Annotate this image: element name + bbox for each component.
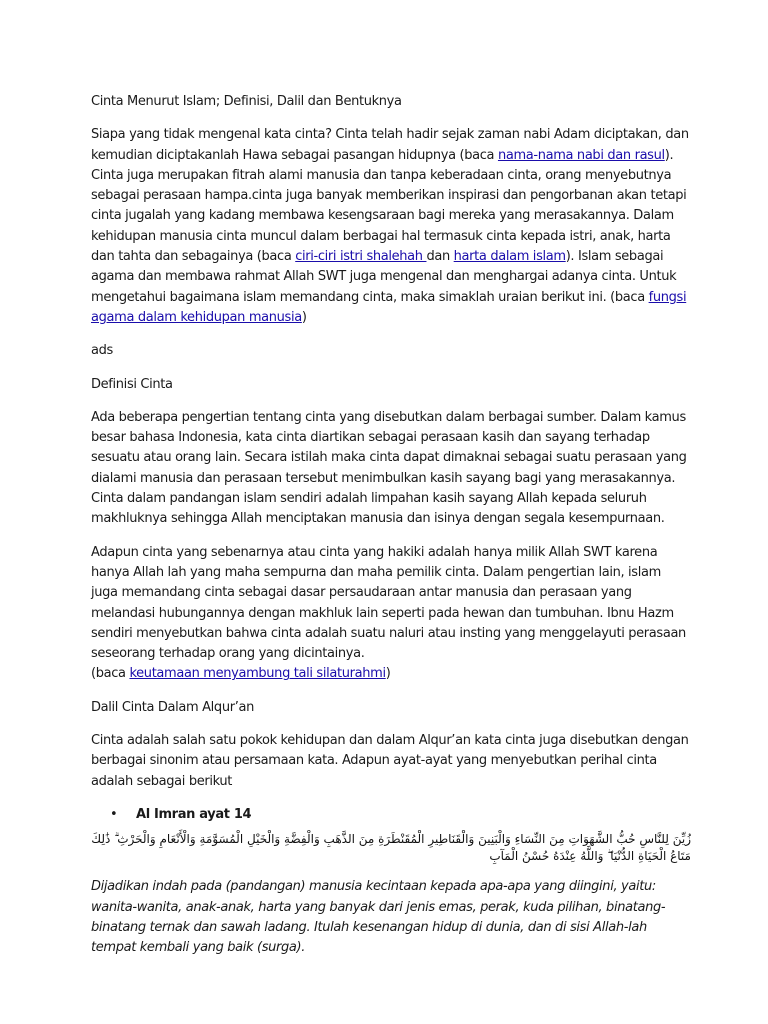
bullet-icon: • (110, 806, 118, 822)
intro-text-2: ). Cinta juga merupakan fitrah alami manusia dan tanpa keberadaan cinta, orang menyebutnya sebagai perasaan hampa.cinta juga banyak memberikan inspirasi dan pengorbanan akan tetapi cinta jugalah yang kadang membawa kesengsaraan bagi mereka yang merasakannya. Dalam kehidupan manusia cinta muncul dalam berbagai hal termasuk cinta kepada istri, anak, harta dan tahta dan sebagainya (baca (91, 147, 687, 265)
intro-paragraph (91, 125, 691, 328)
intro-text-4: ). Islam sebagai agama dan membawa rahmat Allah SWT juga mengenal dan menghargai adanya cinta. Untuk mengetahui bagaimana islam memandang cinta, maka simaklah uraian berikut ini. (baca (91, 249, 677, 305)
link-silaturahmi[interactable]: keutamaan menyambung tali silaturahmi (129, 666, 386, 682)
definisi-paragraph-2 (91, 543, 691, 685)
link-istri-shalehah[interactable]: ciri-ciri istri shalehah (295, 249, 427, 265)
link-harta-islam[interactable]: harta dalam islam (453, 249, 566, 265)
ayat-title: Al Imran ayat 14 (136, 806, 252, 822)
link-nabi-rasul[interactable]: nama-nama nabi dan rasul (497, 147, 665, 163)
definisi-paragraph-1: Ada beberapa pengertian tentang cinta yang disebutkan dalam berbagai sumber. Dalam kamus besar bahasa Indonesia, kata cinta diartikan sebagai perasaan kasih dan sayang terhadap sesuatu atau orang lain. Secara istilah maka cinta dapat dimaknai sebagai suatu perasaan yang dialami manusia dan perasaan tersebut menimbulkan kasih sayang bagi yang merasakannya. Cinta dalam pandangan islam sendiri adalah limpahan kasih sayang Allah kepada seluruh makhluknya sehingga Allah menciptakan manusia dan isinya dengan segala kesempurnaan. (91, 409, 687, 527)
article-body (91, 92, 691, 971)
section-heading-definisi: Definisi Cinta (91, 376, 173, 392)
dalil-paragraph: Cinta adalah salah satu pokok kehidupan dan dalam Alqur’an kata cinta juga disebutkan dengan berbagai sinonim atau persamaan kata. Adapun ayat-ayat yang menyebutkan perihal cinta adalah sebagai berikut (91, 733, 689, 789)
bullet-item-al-imran (91, 805, 691, 825)
baca-suffix: ) (385, 666, 391, 682)
definisi-text-2: Adapun cinta yang sebenarnya atau cinta yang hakiki adalah hanya milik Allah SWT karena hanya Allah lah yang maha sempurna dan maha pemilik cinta. Dalam pengertian lain, islam juga memandang cinta sebagai dasar persaudaraan antar manusia dan perasaan yang melandasi hubungannya dengan makhluk lain seperti pada hewan dan tumbuhan. Ibnu Hazm sendiri menyebutkan bahwa cinta adalah suatu naluri atau insting yang menggelayuti perasaan seseorang terhadap orang yang dicintainya. (91, 544, 686, 662)
intro-text-3: dan (426, 249, 454, 265)
intro-text-1: Siapa yang tidak mengenal kata cinta? Cinta telah hadir sejak zaman nabi Adam diciptakan, dan kemudian diciptakanlah Hawa sebagai pasangan hidupnya (baca (91, 127, 689, 163)
article-title: Cinta Menurut Islam; Definisi, Dalil dan Bentuknya (91, 94, 402, 109)
ads-label: ads (91, 343, 113, 359)
link-fungsi-agama[interactable]: fungsi agama dalam kehidupan manusia (91, 289, 687, 325)
intro-text-5: ) (301, 309, 307, 325)
arabic-verse: زُيِّنَ لِلنَّاسِ حُبُّ الشَّهَوَاتِ مِنَ النِّسَاءِ وَالْبَنِينَ وَالْقَنَاطِيرِ الْمُقَنْطَرَةِ مِنَ الذَّهَبِ وَالْفِضَّةِ وَالْخَيْلِ الْمُسَوَّمَةِ وَالْأَنْعَامِ وَالْحَرْثِ ۗ ذَٰلِكَ مَتَاعُ الْحَيَاةِ الدُّنْيَا ۖ وَاللَّهُ عِنْدَهُ حُسْنُ الْمَآبِ (91, 832, 691, 864)
verse-translation: Dijadikan indah pada (pandangan) manusia kecintaan kepada apa-apa yang diingini, yaitu: wanita-wanita, anak-anak, harta yang banyak dari jenis emas, perak, kuda pilihan, binatang-binatang ternak dan sawah ladang. Itulah kesenangan hidup di dunia, dan di sisi Allah-lah tempat kembali yang baik (surga). (91, 879, 666, 956)
section-heading-dalil: Dalil Cinta Dalam Alqur’an (91, 699, 254, 715)
baca-prefix: (baca (91, 666, 130, 682)
